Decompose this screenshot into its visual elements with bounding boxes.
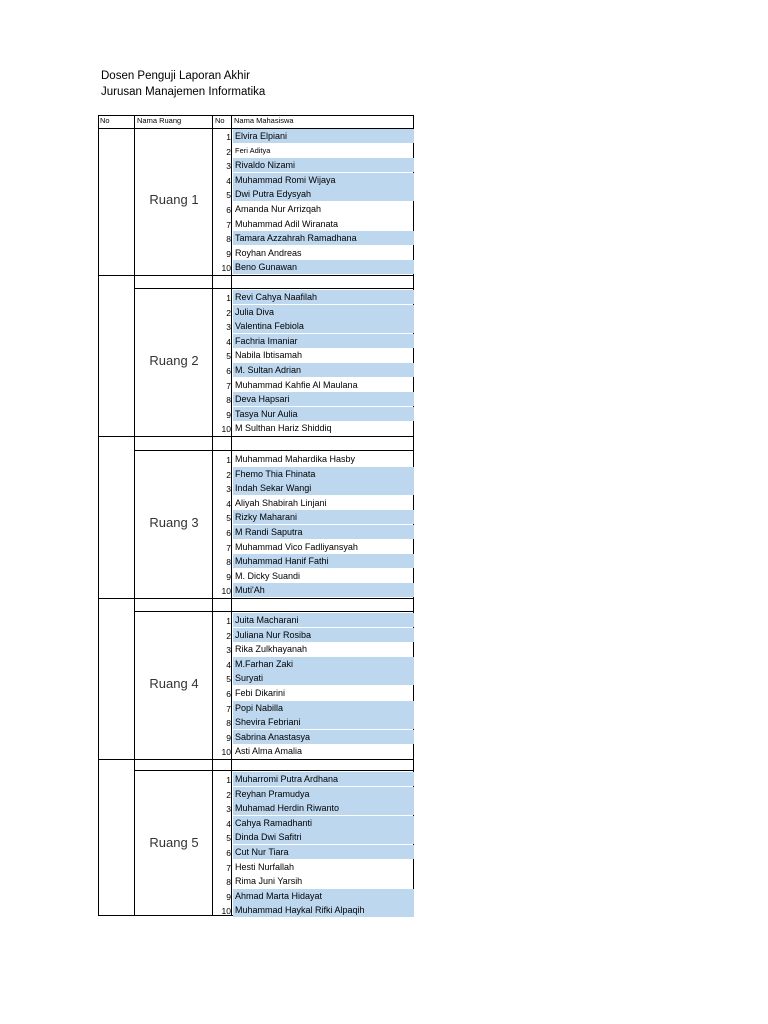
student-number: 1	[226, 132, 231, 142]
student-number: 2	[226, 630, 231, 641]
student-number: 2	[226, 789, 231, 800]
student-number: 5	[226, 674, 231, 685]
student-name: Muhammad Vico Fadliyansyah	[235, 541, 358, 552]
room-name: Ruang 3	[149, 515, 199, 530]
student-name: Juita Macharani	[233, 613, 414, 627]
student-number: 9	[226, 891, 231, 902]
student-name: Fachria Imaniar	[233, 334, 414, 348]
block-divider	[98, 275, 414, 276]
student-name: Asti Alma Amalia	[235, 746, 303, 757]
student-number: 6	[226, 848, 231, 858]
student-number: 8	[226, 557, 231, 568]
header-no: No	[100, 116, 110, 125]
student-name: Ahmad Marta Hidayat	[233, 889, 414, 903]
student-number: 7	[226, 380, 231, 391]
student-name: Revi Cahya Naafilah	[233, 290, 414, 304]
column-divider	[231, 115, 232, 916]
student-name: Royhan Andreas	[235, 247, 302, 258]
student-name: Beno Gunawan	[233, 260, 414, 274]
student-name: Rizky Maharani	[233, 510, 414, 524]
block-divider	[98, 436, 414, 437]
student-name: Indah Sekar Wangi	[233, 481, 414, 495]
student-name: Febi Dikarini	[235, 688, 286, 698]
student-name: Rivaldo Nizami	[233, 158, 414, 172]
student-name: Muhammad Haykal Rifki Alpaqih	[233, 903, 414, 917]
student-name: M Sulthan Hariz Shiddiq	[235, 423, 332, 434]
student-name: M.Farhan Zaki	[233, 657, 414, 671]
document-subtitle: Jurusan Manajemen Informatika	[101, 86, 266, 98]
room-name: Ruang 4	[149, 676, 199, 691]
student-number: 8	[226, 877, 231, 888]
document-title: Dosen Penguji Laporan Akhir	[101, 70, 250, 82]
student-name: Fhemo Thia Fhinata	[233, 467, 414, 481]
block-divider	[134, 611, 414, 612]
student-name: Cahya Ramadhanti	[233, 816, 414, 830]
student-name: Sabrina Anastasya	[233, 730, 414, 744]
room-name: Ruang 5	[149, 835, 199, 850]
student-number: 3	[226, 804, 231, 815]
student-number: 6	[226, 205, 231, 215]
student-name: M. Dicky Suandi	[235, 570, 301, 581]
student-number: 4	[226, 659, 231, 670]
student-name: M. Sultan Adrian	[233, 363, 414, 377]
student-number: 7	[226, 862, 231, 873]
student-name: Muhammad Hanif Fathi	[233, 554, 414, 568]
block-divider	[134, 770, 414, 771]
student-number: 5	[226, 190, 231, 201]
student-name: Dinda Dwi Safitri	[233, 830, 414, 844]
student-number: 3	[226, 484, 231, 495]
student-name: Dwi Putra Edysyah	[233, 187, 414, 201]
student-number: 2	[226, 469, 231, 480]
student-number: 9	[226, 409, 231, 420]
student-number: 8	[226, 718, 231, 729]
student-name: Tasya Nur Aulia	[233, 407, 414, 421]
column-divider	[134, 115, 135, 916]
student-number: 7	[226, 703, 231, 714]
student-number: 4	[226, 336, 231, 347]
student-number: 1	[226, 455, 231, 465]
student-name: Julia Diva	[233, 305, 414, 319]
student-name: Muti'Ah	[233, 583, 414, 597]
student-name: Muhammad Kahfie Al Maulana	[235, 379, 358, 390]
student-name: Muhammad Mahardika Hasby	[235, 454, 356, 464]
student-number: 10	[221, 424, 231, 435]
student-number: 10	[221, 906, 231, 917]
student-number: 2	[226, 146, 231, 157]
student-number: 3	[226, 161, 231, 172]
student-name: Rika Zulkhayanah	[235, 644, 308, 655]
student-name: Deva Hapsari	[233, 392, 414, 406]
student-number: 7	[226, 219, 231, 230]
header-nama-ruang: Nama Ruang	[137, 116, 182, 125]
student-number: 3	[226, 645, 231, 656]
student-name: Muhammad Adil Wiranata	[235, 218, 339, 229]
student-name: Muhammad Romi Wijaya	[233, 173, 414, 187]
student-name: Suryati	[233, 671, 414, 685]
student-name: Muharromi Putra Ardhana	[233, 772, 414, 786]
header-nama-mahasiswa: Nama Mahasiswa	[234, 116, 294, 125]
student-name: Juliana Nur Rosiba	[233, 628, 414, 642]
student-name: Elvira Elpiani	[233, 129, 414, 143]
student-name: Reyhan Pramudya	[233, 787, 414, 801]
block-divider	[134, 288, 414, 289]
block-divider	[98, 759, 414, 760]
student-name: Aliyah Shabirah Linjani	[235, 497, 327, 508]
student-number: 5	[226, 513, 231, 524]
student-number: 1	[226, 293, 231, 303]
student-name: Tamara Azzahrah Ramadhana	[233, 231, 414, 245]
student-number: 9	[226, 571, 231, 582]
student-name: M Randi Saputra	[233, 525, 414, 539]
student-number: 10	[221, 747, 231, 758]
student-number: 4	[226, 818, 231, 829]
student-name: Nabila Ibtisamah	[235, 350, 303, 361]
block-divider	[98, 598, 414, 599]
student-name: Rima Juni Yarsih	[235, 876, 303, 887]
student-number: 6	[226, 366, 231, 376]
student-number: 10	[221, 586, 231, 597]
student-number: 5	[226, 351, 231, 362]
student-number: 1	[226, 616, 231, 626]
student-name: Valentina Febiola	[233, 319, 414, 333]
student-name: Muhamad Herdin Riwanto	[233, 801, 414, 815]
student-number: 8	[226, 395, 231, 406]
student-number: 4	[226, 498, 231, 509]
room-name: Ruang 2	[149, 353, 199, 368]
student-name: Shevira Febriani	[233, 715, 414, 729]
student-number: 9	[226, 732, 231, 743]
student-number: 10	[221, 263, 231, 274]
student-name: Feri Aditya	[235, 145, 271, 155]
block-divider	[134, 450, 414, 451]
student-name: Amanda Nur Arrizqah	[235, 204, 322, 214]
student-number: 8	[226, 234, 231, 245]
header-no-student: No	[215, 116, 225, 125]
student-name: Cut Nur Tiara	[233, 845, 414, 859]
student-number: 7	[226, 542, 231, 553]
student-number: 6	[226, 528, 231, 538]
student-number: 2	[226, 307, 231, 318]
student-name: Popi Nabilla	[233, 701, 414, 715]
student-number: 5	[226, 833, 231, 844]
room-name: Ruang 1	[149, 192, 199, 207]
student-name: Hesti Nurfallah	[235, 861, 295, 872]
student-number: 3	[226, 322, 231, 333]
student-number: 9	[226, 248, 231, 259]
student-number: 1	[226, 775, 231, 785]
student-number: 4	[226, 175, 231, 186]
student-number: 6	[226, 689, 231, 699]
